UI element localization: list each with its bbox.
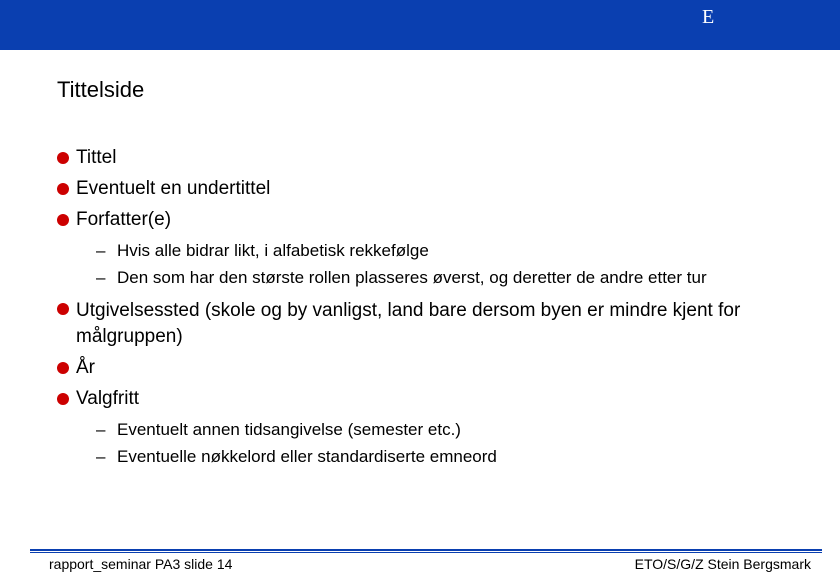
footer-slide-info: rapport_seminar PA3 slide 14 bbox=[49, 556, 233, 572]
slide-title: Tittelside bbox=[57, 77, 145, 102]
bullet-text: År bbox=[76, 357, 95, 378]
sub-bullet-group bbox=[57, 237, 817, 291]
footer-divider-thin bbox=[30, 552, 822, 553]
bullet-text: Valgfritt bbox=[76, 388, 140, 409]
bullet-item bbox=[57, 383, 817, 414]
bullet-dot-icon bbox=[57, 214, 69, 226]
sub-bullet-group bbox=[57, 416, 817, 470]
dash-icon: – bbox=[96, 420, 106, 439]
bullet-dot-icon bbox=[57, 362, 69, 374]
sub-bullet-item bbox=[57, 264, 817, 291]
sub-bullet-text: Hvis alle bidrar likt, i alfabetisk rekkefølge bbox=[117, 241, 429, 260]
sub-bullet-text: Eventuelt annen tidsangivelse (semester etc.) bbox=[117, 420, 461, 439]
bullet-item bbox=[57, 295, 817, 352]
bullet-item bbox=[57, 352, 817, 383]
bullet-item bbox=[57, 142, 817, 173]
sub-bullet-item bbox=[57, 416, 817, 443]
bullet-list bbox=[57, 142, 817, 474]
footer-author: ETO/S/G/Z Stein Bergsmark bbox=[634, 556, 811, 572]
bullet-text: Forfatter(e) bbox=[76, 209, 172, 230]
sub-bullet-text: Den som har den største rollen plasseres øverst, og deretter de andre etter tur bbox=[117, 268, 707, 287]
bullet-dot-icon bbox=[57, 183, 69, 195]
bullet-dot-icon bbox=[57, 393, 69, 405]
sub-bullet-item bbox=[57, 237, 817, 264]
sub-bullet-text: Eventuelle nøkkelord eller standardiserte emneord bbox=[117, 447, 497, 466]
bullet-text: Tittel bbox=[76, 147, 117, 168]
sub-bullet-item bbox=[57, 443, 817, 470]
bullet-text: Eventuelt en undertittel bbox=[76, 178, 271, 199]
header-bar bbox=[0, 0, 840, 50]
dash-icon: – bbox=[96, 447, 106, 466]
bullet-text: Utgivelsessted (skole og by vanligst, land bare dersom byen er mindre kjent for målgruppen) bbox=[76, 300, 741, 347]
bullet-dot-icon bbox=[57, 303, 69, 315]
bullet-dot-icon bbox=[57, 152, 69, 164]
header-letter: E bbox=[702, 6, 715, 28]
dash-icon: – bbox=[96, 268, 106, 287]
bullet-item bbox=[57, 204, 817, 235]
footer-divider bbox=[30, 549, 822, 551]
dash-icon: – bbox=[96, 241, 106, 260]
bullet-item bbox=[57, 173, 817, 204]
